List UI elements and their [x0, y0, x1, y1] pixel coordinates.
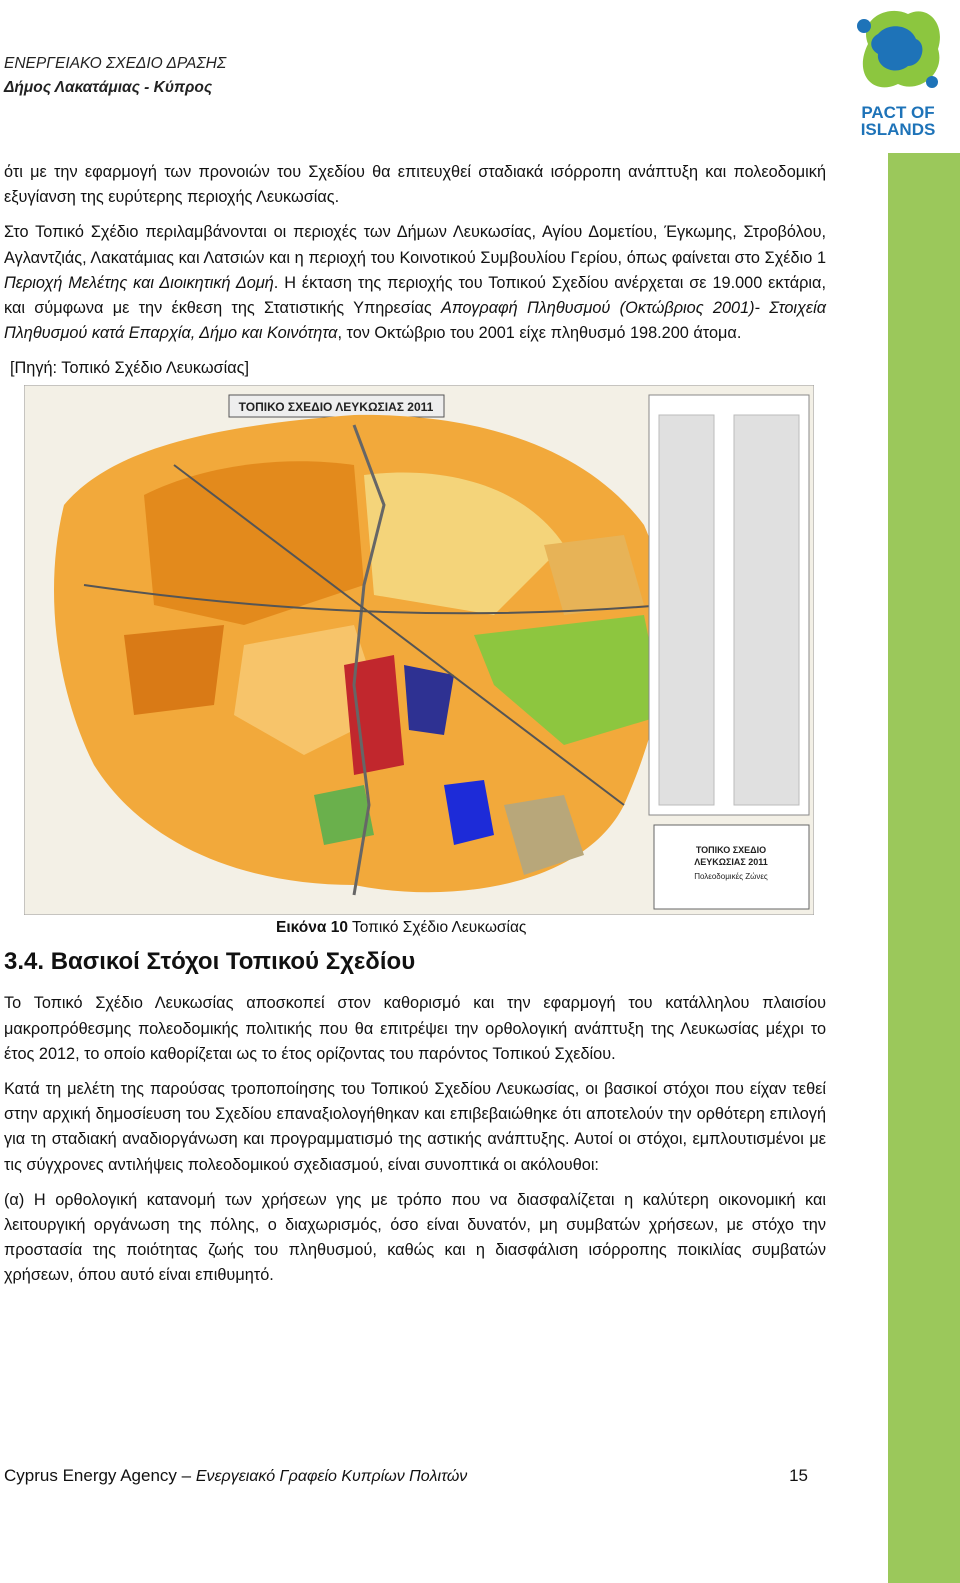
section-number: 3.4.: [4, 948, 45, 976]
map-title: ΤΟΠΙΚΟ ΣΧΕΔΙΟ ΛΕΥΚΩΣΙΑΣ 2011: [238, 400, 434, 415]
footer-office: Ενεργειακό Γραφείο Κυπρίων Πολιτών: [195, 1468, 468, 1485]
study-area-text-3: , τον Οκτώβριο του 2001 είχε πληθυσμό 198.200 άτομα.: [337, 324, 742, 343]
page-number: 15: [789, 1466, 808, 1485]
source-note: [Πηγή: Τοπικό Σχέδιο Λευκωσίας]: [10, 359, 250, 378]
study-area-paragraph: [4, 220, 826, 346]
study-area-ref-1: Περιοχή Μελέτης και Διοικητική Δομή: [4, 273, 274, 292]
header-title: ΕΝΕΡΓΕΙΑΚΟ ΣΧΕΔΙΟ ΔΡΑΣΗΣ: [4, 55, 227, 72]
figure-caption: [276, 917, 826, 939]
map-box-title-2: ΛΕΥΚΩΣΙΑΣ 2011: [694, 857, 768, 868]
section-title: Βασικοί Στόχοι Τοπικού Σχεδίου: [50, 948, 416, 976]
body-paragraph-3: (α) Η ορθολογική κατανομή των χρήσεων γης με τρόπο που να διασφαλίζεται η καλύτερη οικονομική και λειτουργική οργάνωση της πόλης, ο διαχωρισμός, όσο είναι δυνατόν, μη συμβατών χρήσεων, με στόχο την προστασία της ποιότητας ζωής του πληθυσμού, καθώς και η διασφάλιση ισόρροπης ποικιλίας συμβατών χρήσεων, όπου αυτό είναι επιθυμητό.: [4, 1190, 826, 1285]
body-paragraph-1: Το Τοπικό Σχέδιο Λευκωσίας αποσκοπεί στον καθορισμό και την εφαρμογή του κατάλληλου πλαισίου μακροπρόθεσμης πολεοδομικής πολιτικής που θα επιτρέψει την ορθολογική ανάπτυξη της Λευκωσίας μέχρι το έτος 2012, το οποίο καθορίζεται ως το έτος ορίζοντας του παρόντος Τοπικού Σχεδίου.: [4, 994, 826, 1063]
caption-text: Τοπικό Σχέδιο Λευκωσίας: [347, 919, 527, 937]
map-box-title-1: ΤΟΠΙΚΟ ΣΧΕΔΙΟ: [695, 845, 767, 856]
intro-paragraph: ότι με την εφαρμογή των προνοιών του Σχεδίου θα επιτευχθεί σταδιακά ισόρροπη ανάπτυξη και πολεοδομική εξυγίανση της ευρύτερης περιοχής Λευκωσίας.: [4, 163, 826, 207]
page-footer: [4, 1466, 814, 1486]
side-green-bar: [888, 153, 960, 1583]
pact-of-islands-logo: [848, 4, 948, 140]
study-area-ref-2: Απογραφή Πληθυσμού (Οκτώβριος 2001)- Στοιχεία Πληθυσμού κατά Επαρχία, Δήμο και Κοινότητα: [4, 299, 826, 343]
logo-text-line2: ISLANDS: [860, 120, 936, 139]
caption-label: Εικόνα 10: [276, 919, 348, 937]
footer-org: Cyprus Energy Agency –: [4, 1466, 196, 1485]
body-paragraph-2: Κατά τη μελέτη της παρούσας τροποποίησης του Τοπικού Σχεδίου Λευκωσίας, οι βασικοί στόχοι που είχαν τεθεί στην αρχική δημοσίευση του Σχεδίου επαναξιολογήθηκαν και επιβεβαιώθηκε ότι αποτελούν την ορθότερη επιλογή για τη σταδιακή αναδιοργάνωση και προγραμματισμό της αστικής ανάπτυξης. Αυτοί οι στόχοι, εμπλουτισμένοι με τις σύγχρονες αντιλήψεις πολεοδομικού σχεδιασμού, είναι συνοπτικά οι ακόλουθοι:: [4, 1080, 826, 1174]
section-heading: [4, 947, 826, 977]
main-content: [4, 160, 826, 1299]
study-area-text-1: Στο Τοπικό Σχέδιο περιλαμβάνονται οι περιοχές των Δήμων Λευκωσίας, Αγίου Δομετίου, Έγκωμης, Στροβόλου, Αγλαντζιάς, Λακατάμιας και Λατσιών και η περιοχή του Κοινοτικού Συμβουλίου Γερίου, όπως φαίνεται στο Σχέδιο 1: [4, 223, 826, 267]
study-area-text-2: . Η έκταση της περιοχής του Τοπικού Σχεδίου ανέρχεται σε 19.000 εκτάρια, και σύμφωνα με την έκθεση της Στατιστικής Υπηρεσίας: [4, 273, 826, 318]
map-box-subtitle: Πολεοδομικές Ζώνες: [694, 872, 768, 882]
page-header: [4, 52, 226, 100]
header-subtitle: Δήμος Λακατάμιας - Κύπρος: [4, 79, 213, 96]
local-plan-map-image: [24, 385, 814, 915]
logo-text-line1: PACT OF: [861, 103, 935, 122]
